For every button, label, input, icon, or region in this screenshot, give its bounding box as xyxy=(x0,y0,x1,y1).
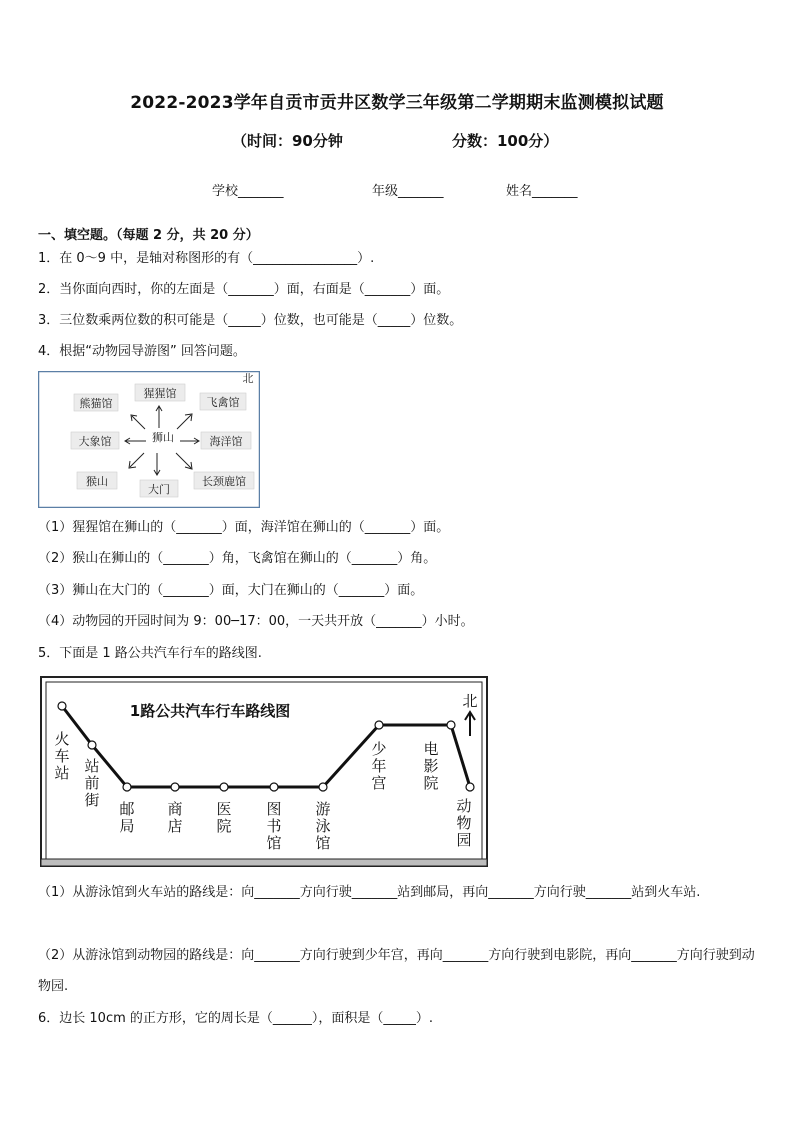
question-4-2: （2）猴山在狮山的（_______）角，飞禽馆在狮山的（_______）角。 xyxy=(38,551,437,566)
question-1: 1．在 0～9 中，是轴对称图形的有（________________）. xyxy=(38,251,375,266)
question-5-2: （2）从游泳馆到动物园的路线是：向_______方向行驶到少年宫，再向_______方向行驶到电影院，再向_______方向行驶到动物园. xyxy=(38,948,755,994)
section-heading: 一、填空题。（每题 2 分，共 20 分） xyxy=(38,228,259,243)
question-4-4: （4）动物园的开园时间为 9：00─17：00，一天共开放（_______）小时。 xyxy=(38,614,474,629)
bus-north-label: 北 xyxy=(462,692,478,710)
zoo-label-east: 海洋馆 xyxy=(209,435,243,448)
bus-route-figure xyxy=(40,676,488,867)
bus-stop-label: 医院 xyxy=(216,800,232,835)
bus-stop-label: 商店 xyxy=(167,800,183,835)
exam-score: 分数：100分） xyxy=(452,132,559,150)
grade-field[interactable]: 年级_______ xyxy=(372,184,444,199)
question-2: 2．当你面向西时，你的左面是（_______）面，右面是（_______）面。 xyxy=(38,282,450,297)
bus-stop-label: 站前街 xyxy=(84,757,100,809)
bus-stop-label: 火车站 xyxy=(54,730,70,782)
school-field[interactable]: 学校_______ xyxy=(212,184,284,199)
question-6: 6．边长 10cm 的正方形，它的周长是（______），面积是（_____）. xyxy=(38,1011,434,1026)
bus-stop-label: 电影院 xyxy=(423,740,439,792)
zoo-label-north: 猩猩馆 xyxy=(143,387,177,400)
zoo-label-southwest: 猴山 xyxy=(86,475,108,488)
question-5-1: （1）从游泳馆到火车站的路线是：向_______方向行驶_______站到邮局，再向_______方向行驶_______站到火车站. xyxy=(38,885,701,900)
zoo-north-label: 北 xyxy=(242,372,254,385)
zoo-label-southeast: 长颈鹿馆 xyxy=(202,475,246,488)
bus-stop-label: 邮局 xyxy=(119,800,135,835)
question-4: 4．根据“动物园导游图” 回答问题。 xyxy=(38,344,246,359)
question-4-1: （1）猩猩馆在狮山的（_______）面，海洋馆在狮山的（_______）面。 xyxy=(38,520,450,535)
zoo-label-northwest: 熊猫馆 xyxy=(79,397,113,410)
zoo-label-south: 大门 xyxy=(148,483,170,496)
bus-route-title: 1路公共汽车行车路线图 xyxy=(129,702,291,720)
zoo-label-west: 大象馆 xyxy=(78,435,112,448)
bus-stop-label: 游泳馆 xyxy=(315,800,331,852)
name-field[interactable]: 姓名_______ xyxy=(506,184,578,199)
question-3: 3．三位数乘两位数的积可能是（_____）位数，也可能是（_____）位数。 xyxy=(38,313,463,328)
zoo-map-figure xyxy=(38,371,260,508)
zoo-label-northeast: 飞禽馆 xyxy=(206,396,240,409)
exam-time: （时间：90分钟 xyxy=(232,132,343,150)
page-title: 2022-2023学年自贡市贡井区数学三年级第二学期期末监测模拟试题 xyxy=(130,93,664,113)
bus-stop-label: 动物园 xyxy=(456,797,472,849)
question-4-3: （3）狮山在大门的（_______）面，大门在狮山的（_______）面。 xyxy=(38,583,424,598)
bus-stop-label: 图书馆 xyxy=(266,800,282,852)
zoo-center-label: 狮山 xyxy=(152,431,174,444)
question-5: 5．下面是 1 路公共汽车行车的路线图. xyxy=(38,646,262,661)
bus-stop-label: 少年宫 xyxy=(371,740,387,792)
